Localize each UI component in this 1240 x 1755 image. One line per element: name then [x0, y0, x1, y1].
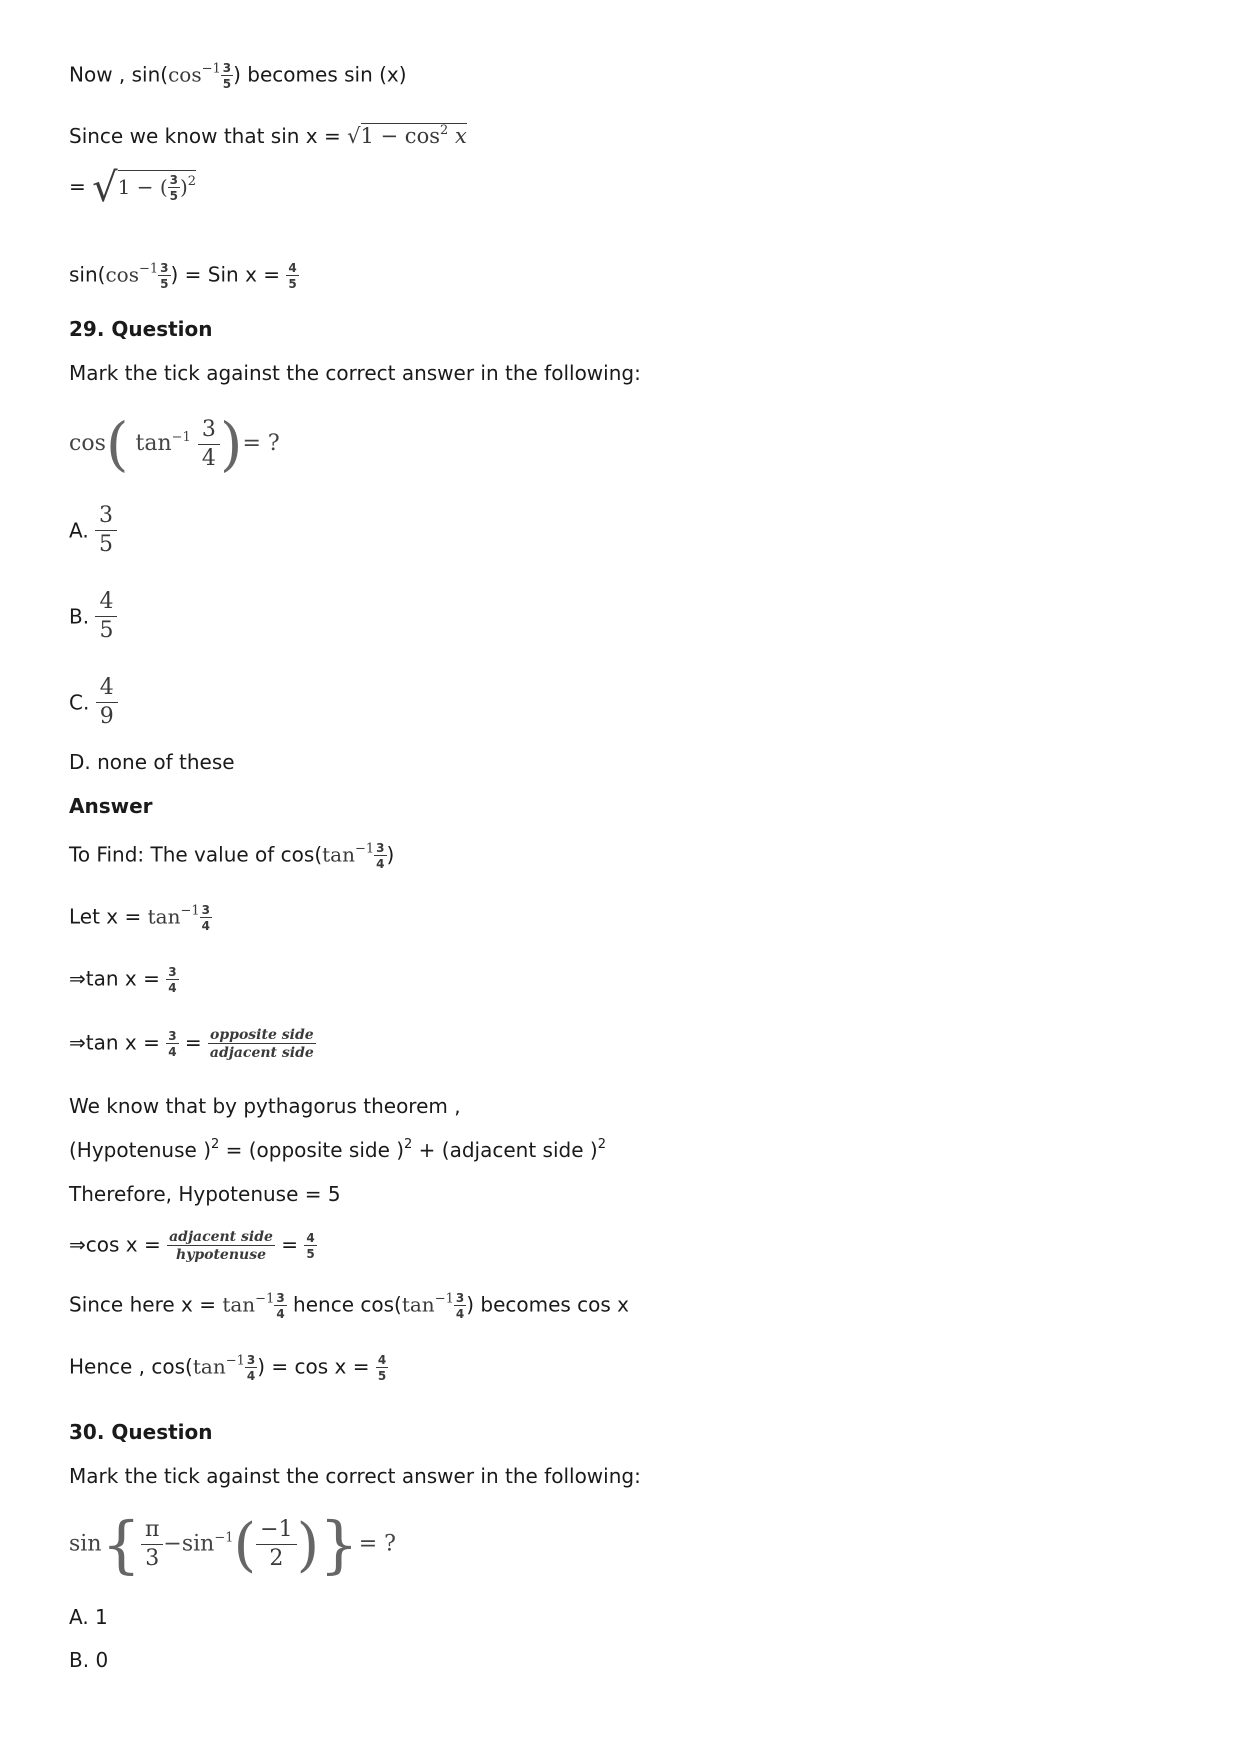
text: ) = Sin x = [170, 262, 287, 287]
cos-func: cos [105, 262, 139, 287]
step-hypotenuse-formula: (Hypotenuse )$^2$ = (opposite side )$^2$ + (adjacent side )$^2$ [69, 1137, 606, 1162]
equals-question: = ? [358, 1531, 396, 1557]
intro-line-4 [69, 262, 299, 290]
option-fraction: $\frac{4}{5}$ [95, 591, 117, 642]
cos-func: cos [168, 62, 202, 87]
q30-option-a[interactable] [69, 1605, 108, 1629]
answer-heading: Answer [69, 794, 153, 818]
option-text: 1 [95, 1605, 108, 1629]
intro-line-3 [69, 165, 197, 234]
option-text: 0 [95, 1648, 109, 1672]
intro-line-2 [69, 124, 467, 148]
fraction: $\frac{-1}{2}$ [256, 1519, 296, 1570]
text: Now , sin( [69, 62, 169, 87]
sqrt-expression: $√1 - \cos^2 x$ [347, 123, 467, 148]
fraction: $\frac{3}{5}$ [160, 261, 169, 291]
step-since: Since here $x = \tan^{-1}$ $\frac{3}{4}$ hence $\cos(\tan^{-1}$ $\frac{3}{4}$ ) becomes cos x [69, 1291, 630, 1321]
question-30-expression: sin{ $\frac{\pi}{3}$ $-\sin^{-1}$( $\frac{-1}{2}$ )}= ? [69, 1508, 396, 1581]
step-hence: Hence , $\cos(\tan^{-1}$ $\frac{3}{4}$ ) = cos x = $\frac{4}{5}$ [69, 1353, 387, 1383]
question-30-heading: 30. Question [69, 1420, 213, 1444]
inverse-sup: −1 [201, 61, 221, 77]
q30-option-b[interactable] [69, 1648, 108, 1672]
option-d[interactable] [69, 750, 235, 774]
radical-sign: √ [92, 165, 118, 211]
intro-line-1 [69, 62, 407, 90]
option-b[interactable] [69, 591, 117, 651]
text: Since we know that sin x = [69, 124, 348, 148]
text: sin( [69, 262, 106, 287]
step-to-find: To Find: The value of $\cos(\tan^{-1}$ $\frac{3}{4}$ ) [69, 841, 395, 871]
question-29-expression: cos( $\tan^{-1}$ $\frac{3}{4}$ )= ? [69, 410, 280, 478]
fraction: $\frac{4}{5}$ [288, 261, 297, 291]
option-label: C. [69, 690, 90, 715]
inverse-sup: −1 [171, 430, 191, 445]
option-label: A. [69, 1605, 89, 1629]
step-hypotenuse-value: Therefore, Hypotenuse = 5 [69, 1182, 341, 1206]
question-29-heading: 29. Question [69, 317, 213, 341]
option-c[interactable] [69, 677, 118, 737]
radicand: 1 − ( $\frac{3}{5}$ )$^2$ [118, 170, 196, 199]
inverse-sup: −1 [138, 261, 159, 277]
step-cos-x: ⇒cos x = $\frac{\text{adjacent side}}{\text{hypotenuse}}$ = $\frac{4}{5}$ [69, 1229, 315, 1263]
step-tan-x: ⇒tan x = $\frac{3}{4}$ [69, 965, 177, 995]
option-label: B. [69, 1648, 90, 1672]
step-pythagoras: We know that by pythagorus theorem , [69, 1094, 461, 1118]
text: ) becomes sin (x) [233, 62, 407, 87]
tan-func: tan [135, 431, 172, 456]
fraction: $\frac{\pi}{3}$ [141, 1519, 163, 1570]
text: = [69, 174, 93, 199]
option-label: B. [69, 604, 90, 629]
equals-question: = ? [242, 431, 280, 456]
step-tan-ratio: ⇒tan x = $\frac{3}{4}$ = $\frac{\text{opposite side}}{\text{adjacent side}}$ [69, 1027, 314, 1061]
option-label: A. [69, 518, 89, 543]
option-text: none of these [97, 750, 235, 774]
option-a[interactable] [69, 505, 117, 565]
question-30-prompt: Mark the tick against the correct answer in the following: [69, 1464, 641, 1488]
cos-func: cos [69, 431, 106, 456]
option-fraction: $\frac{4}{9}$ [96, 677, 118, 728]
fraction: $\frac{3}{5}$ [222, 61, 232, 91]
question-29-prompt: Mark the tick against the correct answer in the following: [69, 361, 641, 385]
option-fraction: $\frac{3}{5}$ [95, 505, 117, 556]
fraction: $\frac{3}{4}$ [198, 419, 220, 470]
sin-func: sin [69, 1531, 102, 1557]
step-let-x: Let $x = \tan^{-1}$ $\frac{3}{4}$ [69, 903, 210, 933]
option-label: D. [69, 750, 91, 774]
